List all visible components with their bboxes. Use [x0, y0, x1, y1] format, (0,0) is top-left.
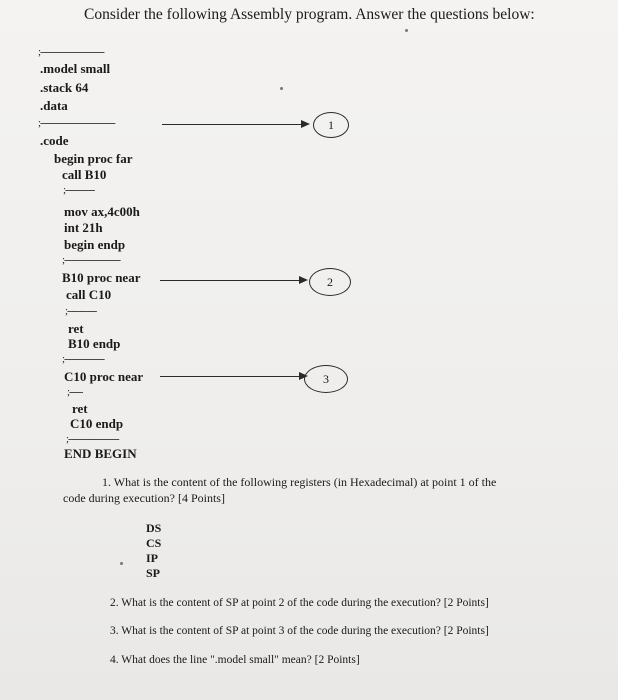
- question-4: 4. What does the line ".model small" mean? [2 Points]: [110, 654, 360, 666]
- code-line-end: END BEGIN: [64, 446, 137, 461]
- code-line-mov: mov ax,4c00h: [64, 204, 140, 219]
- separator-line: ;---------------: [62, 353, 105, 365]
- code-line-int: int 21h: [64, 220, 103, 235]
- question-1-line-1: 1. What is the content of the following registers (in Hexadecimal) at point 1 of the: [102, 475, 497, 489]
- code-line-b10-proc: B10 proc near: [62, 270, 141, 285]
- code-line-call-c10: call C10: [66, 287, 112, 302]
- point-1-marker: [313, 112, 349, 138]
- arrow-point-1-line: [162, 124, 302, 125]
- code-line-ret: ret: [72, 401, 88, 416]
- stray-mark: [280, 87, 283, 90]
- question-3: 3. What is the content of SP at point 3 of the code during the execution? [2 Points]: [110, 625, 489, 637]
- register-ip: IP: [146, 551, 158, 565]
- code-line-model: .model small: [40, 61, 111, 76]
- point-2-label: 2: [327, 274, 333, 289]
- point-3-label: 3: [323, 371, 329, 386]
- arrow-point-2-head: [299, 276, 308, 284]
- code-line-b10-endp: B10 endp: [68, 336, 121, 351]
- point-2-marker: [309, 268, 351, 296]
- separator-line: ;----------------------------: [38, 117, 115, 129]
- code-line-code: .code: [40, 133, 69, 148]
- separator-line: ;---------------------: [62, 254, 120, 266]
- code-line-c10-proc: C10 proc near: [64, 369, 144, 384]
- arrow-point-2-line: [160, 280, 300, 281]
- point-3-marker: [304, 365, 348, 393]
- code-line-c10-endp: C10 endp: [70, 416, 124, 431]
- arrow-point-1-head: [301, 120, 310, 128]
- arrow-point-3-line: [160, 376, 300, 377]
- separator-line: ;-----: [67, 386, 83, 398]
- question-2: 2. What is the content of SP at point 2 of the code during the execution? [2 Points]: [110, 597, 489, 609]
- stray-mark: [405, 29, 408, 32]
- separator-line: ;-----------: [63, 184, 95, 196]
- code-line-begin-endp: begin endp: [64, 237, 126, 252]
- code-line-stack: .stack 64: [40, 80, 89, 95]
- separator-line: ;-----------: [65, 305, 97, 317]
- stray-mark: [120, 562, 123, 565]
- code-line-ret: ret: [68, 321, 84, 336]
- code-line-data: .data: [40, 98, 68, 113]
- page-title: Consider the following Assembly program. Answer the questions below:: [84, 6, 535, 23]
- register-sp: SP: [146, 566, 161, 580]
- code-line-call-b10: call B10: [62, 167, 107, 182]
- point-1-label: 1: [328, 117, 334, 132]
- question-1-line-2: code during execution? [4 Points]: [63, 491, 225, 505]
- separator-line: ;-------------------: [66, 433, 119, 445]
- separator-line: ;------------------------: [38, 46, 104, 58]
- register-cs: CS: [146, 536, 162, 550]
- register-ds: DS: [146, 521, 162, 535]
- code-line-begin-proc: begin proc far: [54, 151, 133, 166]
